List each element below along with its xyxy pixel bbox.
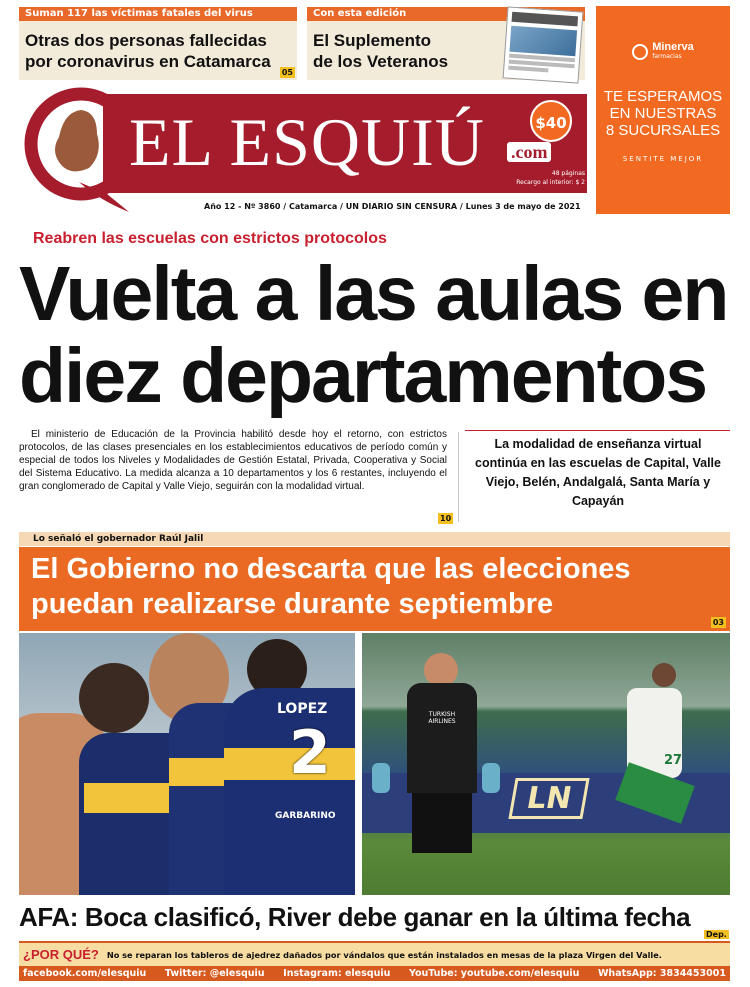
teaser-2-headline-2: de los Veteranos: [313, 52, 449, 71]
river-match-photo: [362, 633, 730, 895]
porque-text: No se reparan los tableros de ajedrez dañados por vándalos que están instalados en mesas de la plaza Virgen del Valle.: [106, 949, 662, 960]
ad-line-3: 8 SUCURSALES: [605, 122, 721, 139]
ad-line-1: TE ESPERAMOS: [603, 88, 723, 105]
social-whatsapp[interactable]: WhatsApp: 3834453001: [597, 967, 726, 979]
jersey-number: 2: [289, 718, 331, 788]
teaser-1-page: 05: [281, 68, 293, 77]
teaser-2[interactable]: [307, 7, 585, 80]
teaser-1-headline-1: Otras dos personas fallecidas: [25, 31, 267, 50]
porque-box[interactable]: [19, 941, 730, 966]
jersey-sponsor: GARBARINO: [275, 811, 336, 821]
second-kicker: Lo señaló el gobernador Raúl Jalil: [19, 532, 730, 546]
masthead-domain: .com: [507, 142, 551, 162]
price-badge: $40: [530, 100, 572, 142]
boca-players-photo: [19, 633, 355, 895]
second-page: 03: [712, 618, 724, 627]
lead-sidebar: La modalidad de enseñanza virtual continúa en las escuelas de Capital, Valle Viejo, Belén, Andalgalá, Santa María y Capayán: [475, 437, 721, 508]
lead-kicker: Reabren las escuelas con estrictos protocolos: [33, 230, 387, 247]
ad-line-2: EN NUESTRAS: [609, 105, 717, 122]
masthead[interactable]: [19, 82, 587, 214]
social-instagram[interactable]: Instagram: elesquiu: [283, 967, 391, 979]
social-twitter[interactable]: Twitter: @elesquiu: [164, 967, 265, 979]
ad-slogan: SENTITE MEJOR: [622, 155, 704, 163]
keeper-crest: TURKISH AIRLINES: [428, 711, 456, 725]
sports-headline[interactable]: AFA: Boca clasificó, River debe ganar en la última fecha: [19, 902, 691, 932]
second-headline-line-1: El Gobierno no descarta que las elecciones: [31, 553, 631, 585]
porque-label: ¿POR QUÉ?: [23, 947, 99, 962]
teaser-2-kicker: Con esta edición: [307, 7, 585, 21]
teaser-1[interactable]: [19, 7, 297, 80]
player-number: 27: [664, 753, 683, 768]
second-story[interactable]: [19, 547, 730, 631]
teaser-1-headline-2: por coronavirus en Catamarca: [25, 52, 271, 71]
minerva-brand-sub: farmacias: [652, 53, 682, 60]
minerva-ad[interactable]: [596, 6, 730, 214]
lead-headline-line-2: diez departamentos: [19, 333, 707, 419]
lead-headline-line-1: Vuelta a las aulas en: [19, 251, 728, 337]
surcharge-note: Recargo al interior: $ 2: [516, 179, 585, 186]
minerva-brand: Minerva: [652, 41, 694, 53]
masthead-title: EL ESQUIÚ: [129, 104, 485, 180]
social-youtube[interactable]: YouTube: youtube.com/elesquiu: [408, 967, 580, 979]
lead-page: 10: [440, 514, 452, 523]
second-headline-line-2: puedan realizarse durante septiembre: [31, 588, 554, 620]
sports-section: Dep.: [706, 930, 727, 939]
lead-sidebar-top-rule: [465, 430, 730, 431]
lead-divider: [458, 432, 459, 522]
social-facebook[interactable]: facebook.com/elesquiu: [23, 967, 147, 979]
social-bar: [19, 966, 730, 981]
pages-note: 48 páginas: [551, 170, 585, 177]
dateline: Año 12 - Nº 3860 / Catamarca / UN DIARIO SIN CENSURA / Lunes 3 de mayo de 2021: [204, 202, 581, 211]
teaser-1-kicker: Suman 117 las víctimas fatales del virus: [19, 7, 297, 21]
lead-body: El ministerio de Educación de la Provincia habilitó desde hoy el retorno, con estrictos protocolos, de las clases presenciales en los establecimientos educativos de período común y especial de todos los Niveles y Modalidades de Gestión Estatal, Privada, Cooperativa y Social del Sistema Educativo. La medida alcanza a 10 departamentos y los 6 restantes, incluyendo el gran conglomerado de Capital y Valle Viejo, seguirán con la modalidad virtual.: [19, 429, 447, 492]
minerva-logo-icon: [632, 44, 648, 60]
supplement-cover-thumbnail: [503, 6, 584, 83]
jersey-name: LOPEZ: [277, 701, 328, 717]
teaser-2-headline-1: El Suplemento: [313, 31, 432, 50]
ad-board-text: LN: [508, 778, 589, 819]
lead-headline[interactable]: [19, 253, 731, 417]
